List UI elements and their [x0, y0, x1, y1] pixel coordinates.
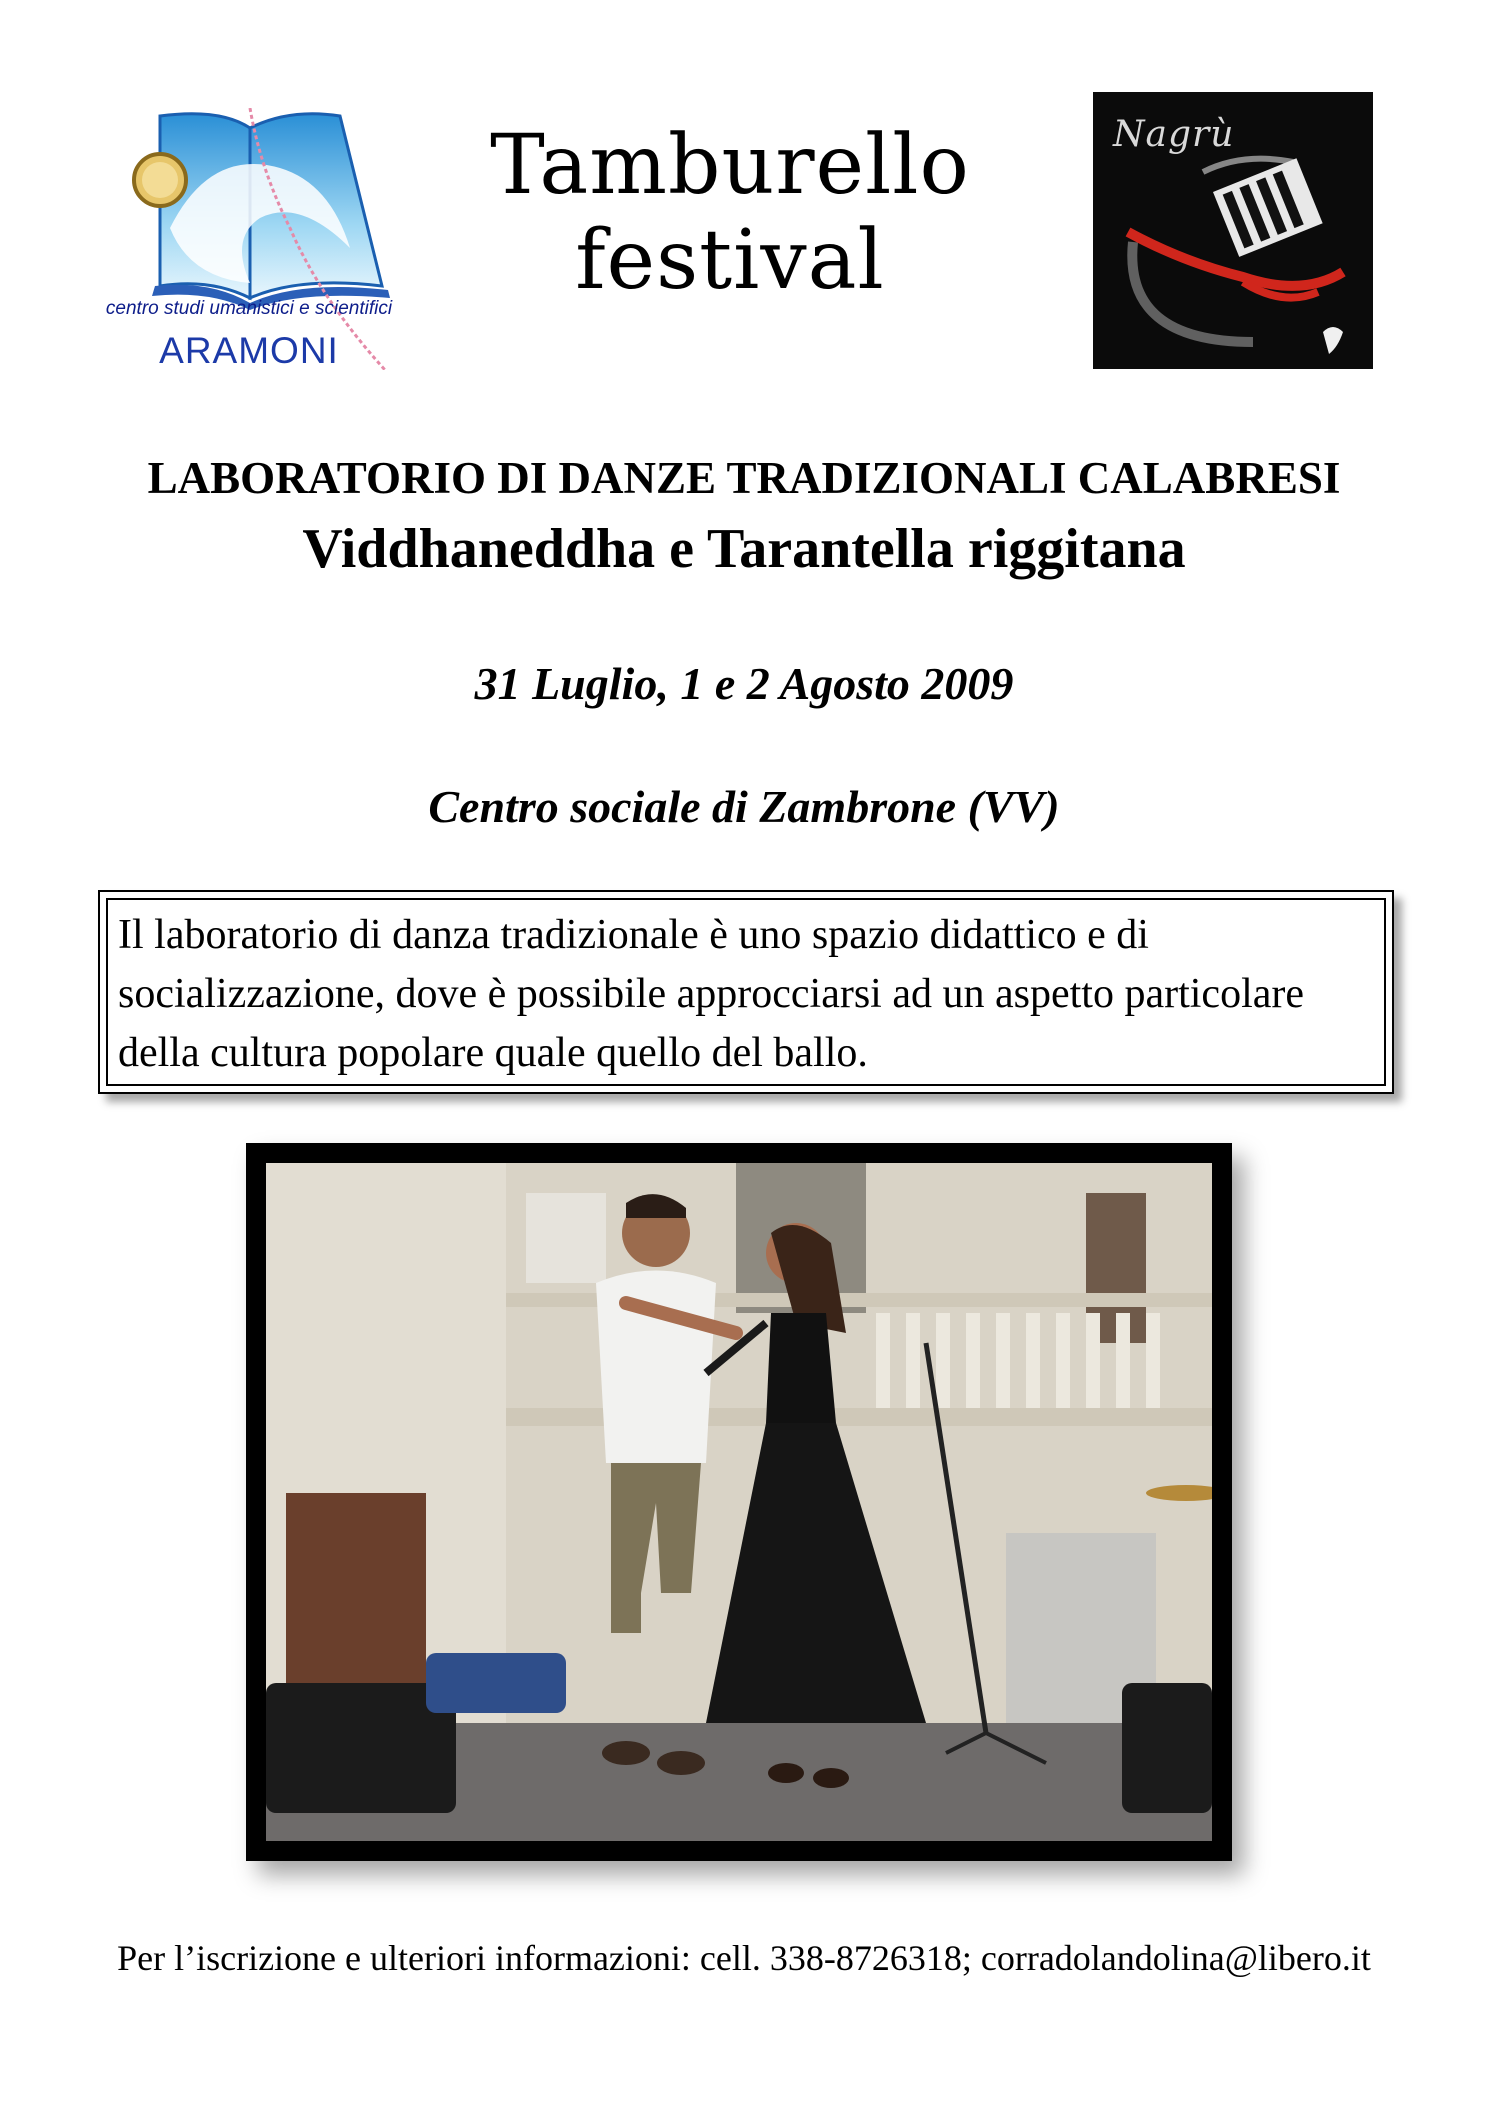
event-dates: 31 Luglio, 1 e 2 Agosto 2009: [474, 658, 1014, 709]
dance-photo: [266, 1163, 1212, 1841]
description-text: Il laboratorio di danza tradizionale è uno spazio didattico e di socializzazione, dove è possibile approcciarsi ad un aspetto particolare della cultura popolare quale quello del ballo.: [118, 912, 1305, 1076]
description-box: [98, 890, 1394, 1094]
workshop-title: LABORATORIO DI DANZE TRADIZIONALI CALABRESI: [147, 453, 1341, 503]
event-venue: Centro sociale di Zambrone (VV): [428, 781, 1060, 832]
aramoni-logo: [100, 108, 400, 370]
dances-title: Viddhaneddha e Tarantella riggitana: [302, 518, 1186, 580]
nagru-brand: Nagrù: [1113, 114, 1235, 155]
festival-title: Tamburello festival: [490, 118, 970, 308]
nagru-logo: [1093, 92, 1373, 369]
contact-footer: Per l’iscrizione e ulteriori informazioni: cell. 338-8726318; corradolandolina@libero.it: [117, 1938, 1371, 1978]
dancers-illustration: [266, 1163, 1212, 1841]
aramoni-name: ARAMONI: [159, 330, 339, 371]
aramoni-subtitle: centro studi umanistici e scientifici: [105, 298, 393, 319]
photo-frame: [246, 1143, 1232, 1861]
